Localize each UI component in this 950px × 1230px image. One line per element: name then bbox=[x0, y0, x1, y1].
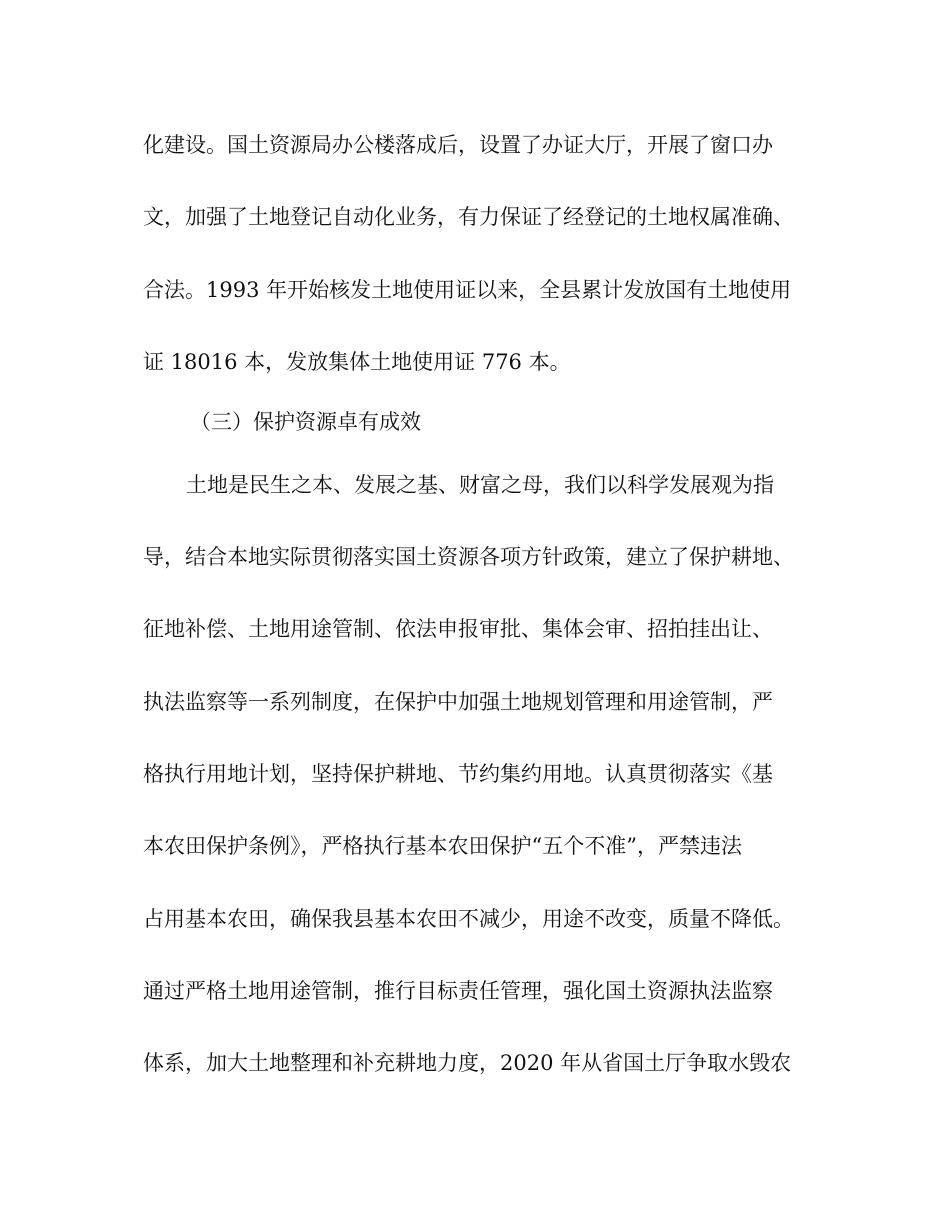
paragraph-line: 文，加强了土地登记自动化业务，有力保证了经登记的土地权属准确、 bbox=[143, 205, 794, 229]
paragraph-line: 证 18016 本，发放集体土地使用证 776 本。 bbox=[143, 350, 571, 374]
paragraph-line: 占用基本农田，确保我县基本农田不减少，用途不改变，质量不降低。 bbox=[143, 907, 794, 931]
paragraph-line: 格执行用地计划，坚持保护耕地、节约集约用地。认真贯彻落实《基 bbox=[143, 762, 773, 786]
section-heading: （三）保护资源卓有成效 bbox=[190, 410, 421, 434]
paragraph-line: 导，结合本地实际贯彻落实国土资源各项方针政策，建立了保护耕地、 bbox=[143, 545, 794, 569]
paragraph-line: 执法监察等一系列制度，在保护中加强土地规划管理和用途管制，严 bbox=[143, 690, 773, 714]
paragraph-line: 土地是民生之本、发展之基、财富之母，我们以科学发展观为指 bbox=[186, 473, 774, 497]
paragraph-line: 合法。1993 年开始核发土地使用证以来，全县累计发放国有土地使用 bbox=[143, 278, 792, 302]
paragraph-line: 通过严格土地用途管制，推行目标责任管理，强化国土资源执法监察 bbox=[143, 979, 773, 1003]
paragraph-line: 体系，加大土地整理和补充耕地力度，2020 年从省国土厅争取水毁农 bbox=[143, 1051, 792, 1075]
paragraph-line: 征地补偿、土地用途管制、依法申报审批、集体会审、招拍挂出让、 bbox=[143, 617, 773, 641]
paragraph-line: 本农田保护条例》，严格执行基本农田保护“五个不准”，严禁违法 bbox=[143, 834, 742, 858]
paragraph-line: 化建设。国土资源局办公楼落成后，设置了办证大厅，开展了窗口办 bbox=[143, 133, 773, 157]
